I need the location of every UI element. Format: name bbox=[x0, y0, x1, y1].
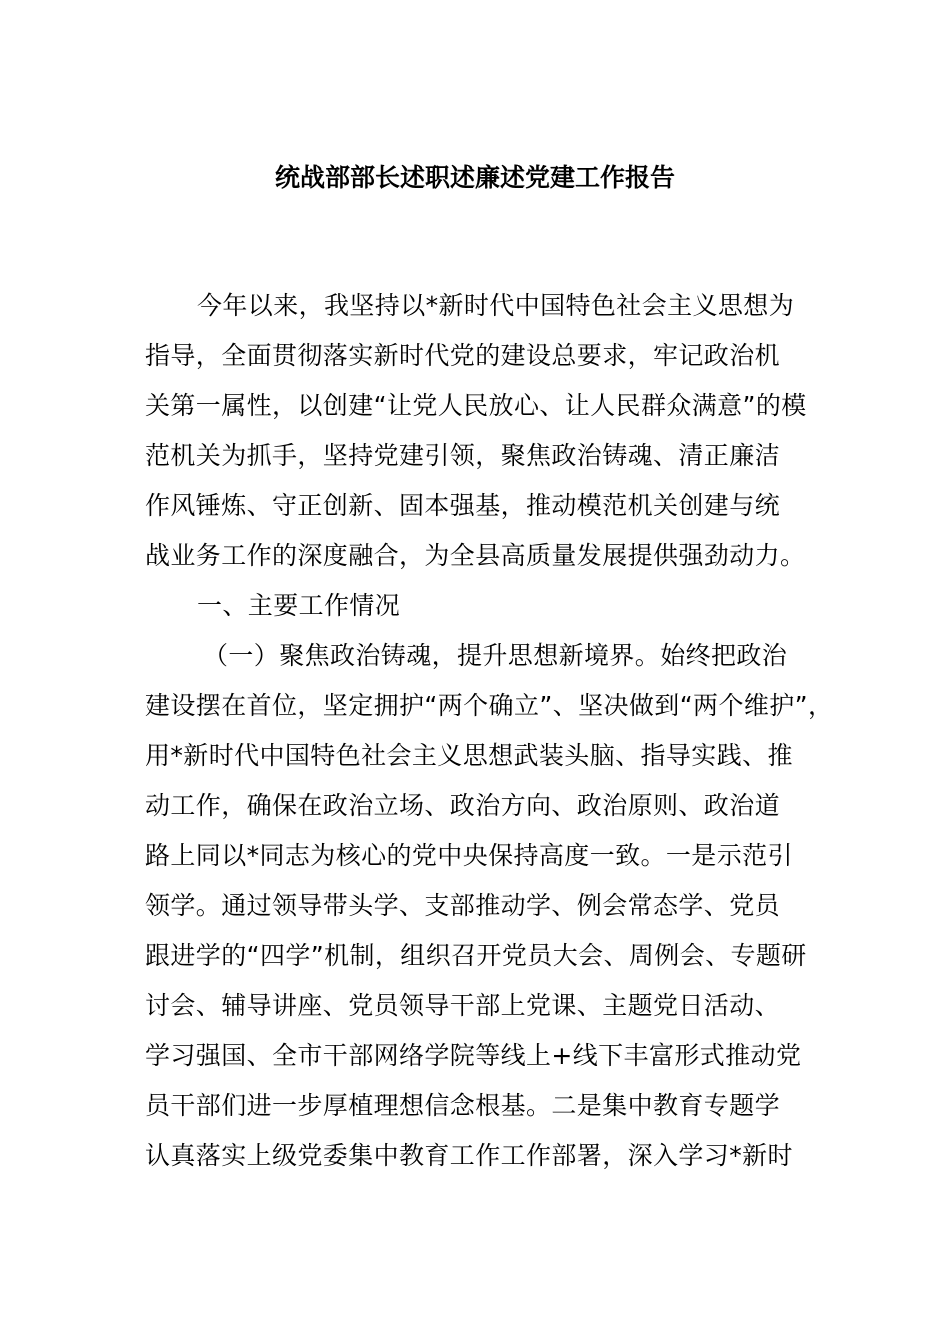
body-line: 范机关为抓手，坚持党建引领，聚焦政治铸魂、清正廉洁 bbox=[145, 441, 781, 470]
body-line: 关第一属性，以创建“让党人民放心、让人民群众满意”的模 bbox=[145, 391, 807, 420]
body-line: 路上同以*同志为核心的党中央保持高度一致。一是示范引 bbox=[145, 841, 793, 870]
body-line: 战业务工作的深度融合，为全县高质量发展提供强劲动力。 bbox=[145, 541, 806, 570]
body-line: 认真落实上级党委集中教育工作工作部署，深入学习*新时 bbox=[145, 1141, 793, 1170]
body-line: 作风锤炼、守正创新、固本强基，推动模范机关创建与统 bbox=[145, 491, 781, 520]
body-line: 用*新时代中国特色社会主义思想武装头脑、指导实践、推 bbox=[145, 741, 793, 770]
body-line: 动工作，确保在政治立场、政治方向、政治原则、政治道 bbox=[145, 791, 781, 820]
section-heading: 一、主要工作情况 bbox=[197, 591, 401, 620]
subsection-heading-line: （一）聚焦政治铸魂，提升思想新境界。始终把政治 bbox=[203, 641, 788, 670]
document-body bbox=[145, 281, 835, 1181]
body-line: 学习强国、全市干部网络学院等线上+线下丰富形式推动党 bbox=[145, 1041, 802, 1070]
body-line: 指导，全面贯彻落实新时代党的建设总要求，牢记政治机 bbox=[145, 341, 781, 370]
body-line: 讨会、辅导讲座、党员领导干部上党课、主题党日活动、 bbox=[145, 991, 781, 1020]
document-title: 统战部部长述职述廉述党建工作报告 bbox=[274, 163, 675, 192]
body-line: 领学。通过领导带头学、支部推动学、例会常态学、党员 bbox=[145, 891, 781, 920]
body-line: 建设摆在首位，坚定拥护“两个确立”、坚决做到“两个维护”， bbox=[145, 691, 834, 720]
body-line: 跟进学的“四学”机制，组织召开党员大会、周例会、专题研 bbox=[145, 941, 807, 970]
body-line: 今年以来，我坚持以*新时代中国特色社会主义思想为 bbox=[197, 291, 795, 320]
body-line: 员干部们进一步厚植理想信念根基。二是集中教育专题学 bbox=[145, 1091, 781, 1120]
